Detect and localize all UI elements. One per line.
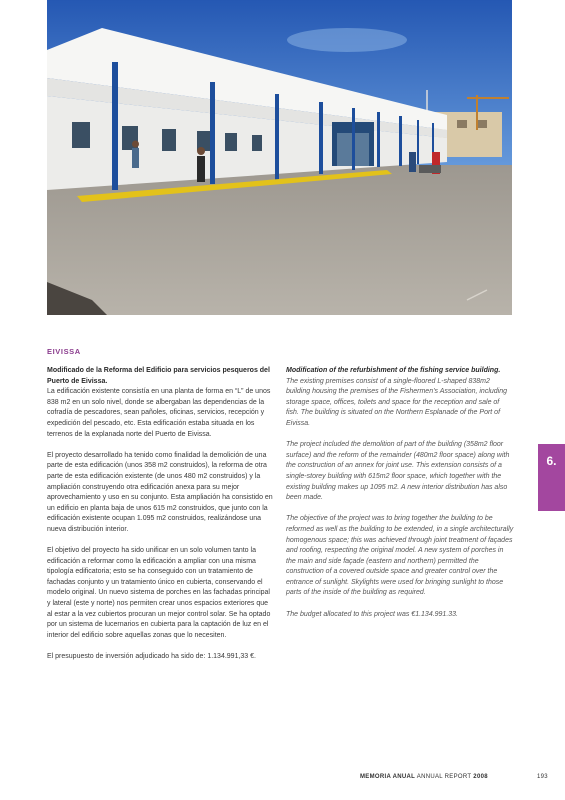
paragraph-text: The existing premises consist of a single-floored L-shaped 838m2 building housing the premises of the Fishermen’s Association, including storage space, offices, toilets and space for the reception and sale of fish. The building is situated on the Northern Esplanade of the Port of Eivissa. [286,377,508,427]
paragraph: El objetivo del proyecto ha sido unificar en un solo volumen tanto la edificación a reformar como la edificación a ampliar con una misma tipología edificatoria; esto se ha conseguido con un tratamiento de fachadas conjunto y un tratamiento único en cubierta, conservando el modelo original. Un nuevo sistema de porches en las fachadas principal y lateral (este y norte) nos permiten crear unos espacios exteriores que al estar a la vez cubiertos procuran un mejor control solar. Se ha optado por un sistema de lucernarios en cubierta para la captación de luz en el interior del edificio sobre aquellas zonas que lo necesiten. [47,547,271,639]
report-title-en: ANNUAL REPORT [415,774,472,780]
building-photo-drawing [47,0,512,315]
chapter-tab [538,444,565,511]
chapter-number: 6. [546,454,557,468]
page-footer [360,774,550,780]
paragraph: El proyecto desarrollado ha tenido como finalidad la demolición de una parte de esta edificación (unos 358 m2 construidos), la reforma de otra parte de esta edificación existente (de unos 480 m2 construidos) y la ampliación construyendo otra edificación anexa para su mejor aprovechamiento y uso en su conjunto. Esta ampliación ha consistido en un edificio en planta baja de unos 615 m2 construidos, que junto con la edificación existente ocupan 1.095 m2 construidos, realizándose una nueva distribución interior. [47,451,273,533]
report-title-es: MEMORIA ANUAL [360,774,416,780]
cloud [287,28,407,52]
paragraph: The project included the demolition of part of the building (358m2 floor surface) and the reform of the remainder (480m2 floor space) along with the construction of an annex for joint use. This extension consists of a single-storey building with 615m2 floor space, which together with the existing building makes up 1095 m2. A new interior distribution has also been made. [286,441,510,502]
budget-paragraph: El presupuesto de inversión adjudicado ha sido de: 1.134.991,33 €. [47,653,256,661]
paragraph [286,366,514,430]
spanish-text-column [47,366,275,673]
report-year: 2008 [471,774,488,780]
paragraph: The objective of the project was to bring together the building to be reformed as well as the building to be extended, in a single architecturally homogenous space; this was achieved through joint treatment of façades and roofing, respecting the original model. A new system of porches in the main and side façade (eastern and northern) permitted the construction of a covered outside space and greater control over the entrance of sunlight. Skylights were used for bringing sunlight to those parts of the inside of the building as required. [286,515,514,597]
budget-paragraph: The budget allocated to this project was €1.134.991.33. [286,610,459,618]
paragraph [47,366,275,440]
building-photo [47,0,512,315]
page-number: 193 [537,774,548,780]
project-title-en: Modification of the refurbishment of the fishing service building. [286,367,501,374]
paragraph-text: La edificación existente consistía en una planta de forma en “L” de unos 838 m2 en un solo nivel, donde se albergaban las dependencias de la cofradía de pescadores, sean pañoles, oficinas, servicios, recepción y expedición del pescado, etc. Esta edificación estaba situada en los terrenos de la explanada norte del Puerto de Eivissa. [47,388,271,438]
project-title-es: Modificado de la Reforma del Edificio para servicios pesqueros del Puerto de Eivissa. [47,367,270,385]
english-text-column [286,366,514,631]
section-label: EIVISSA [47,347,81,356]
